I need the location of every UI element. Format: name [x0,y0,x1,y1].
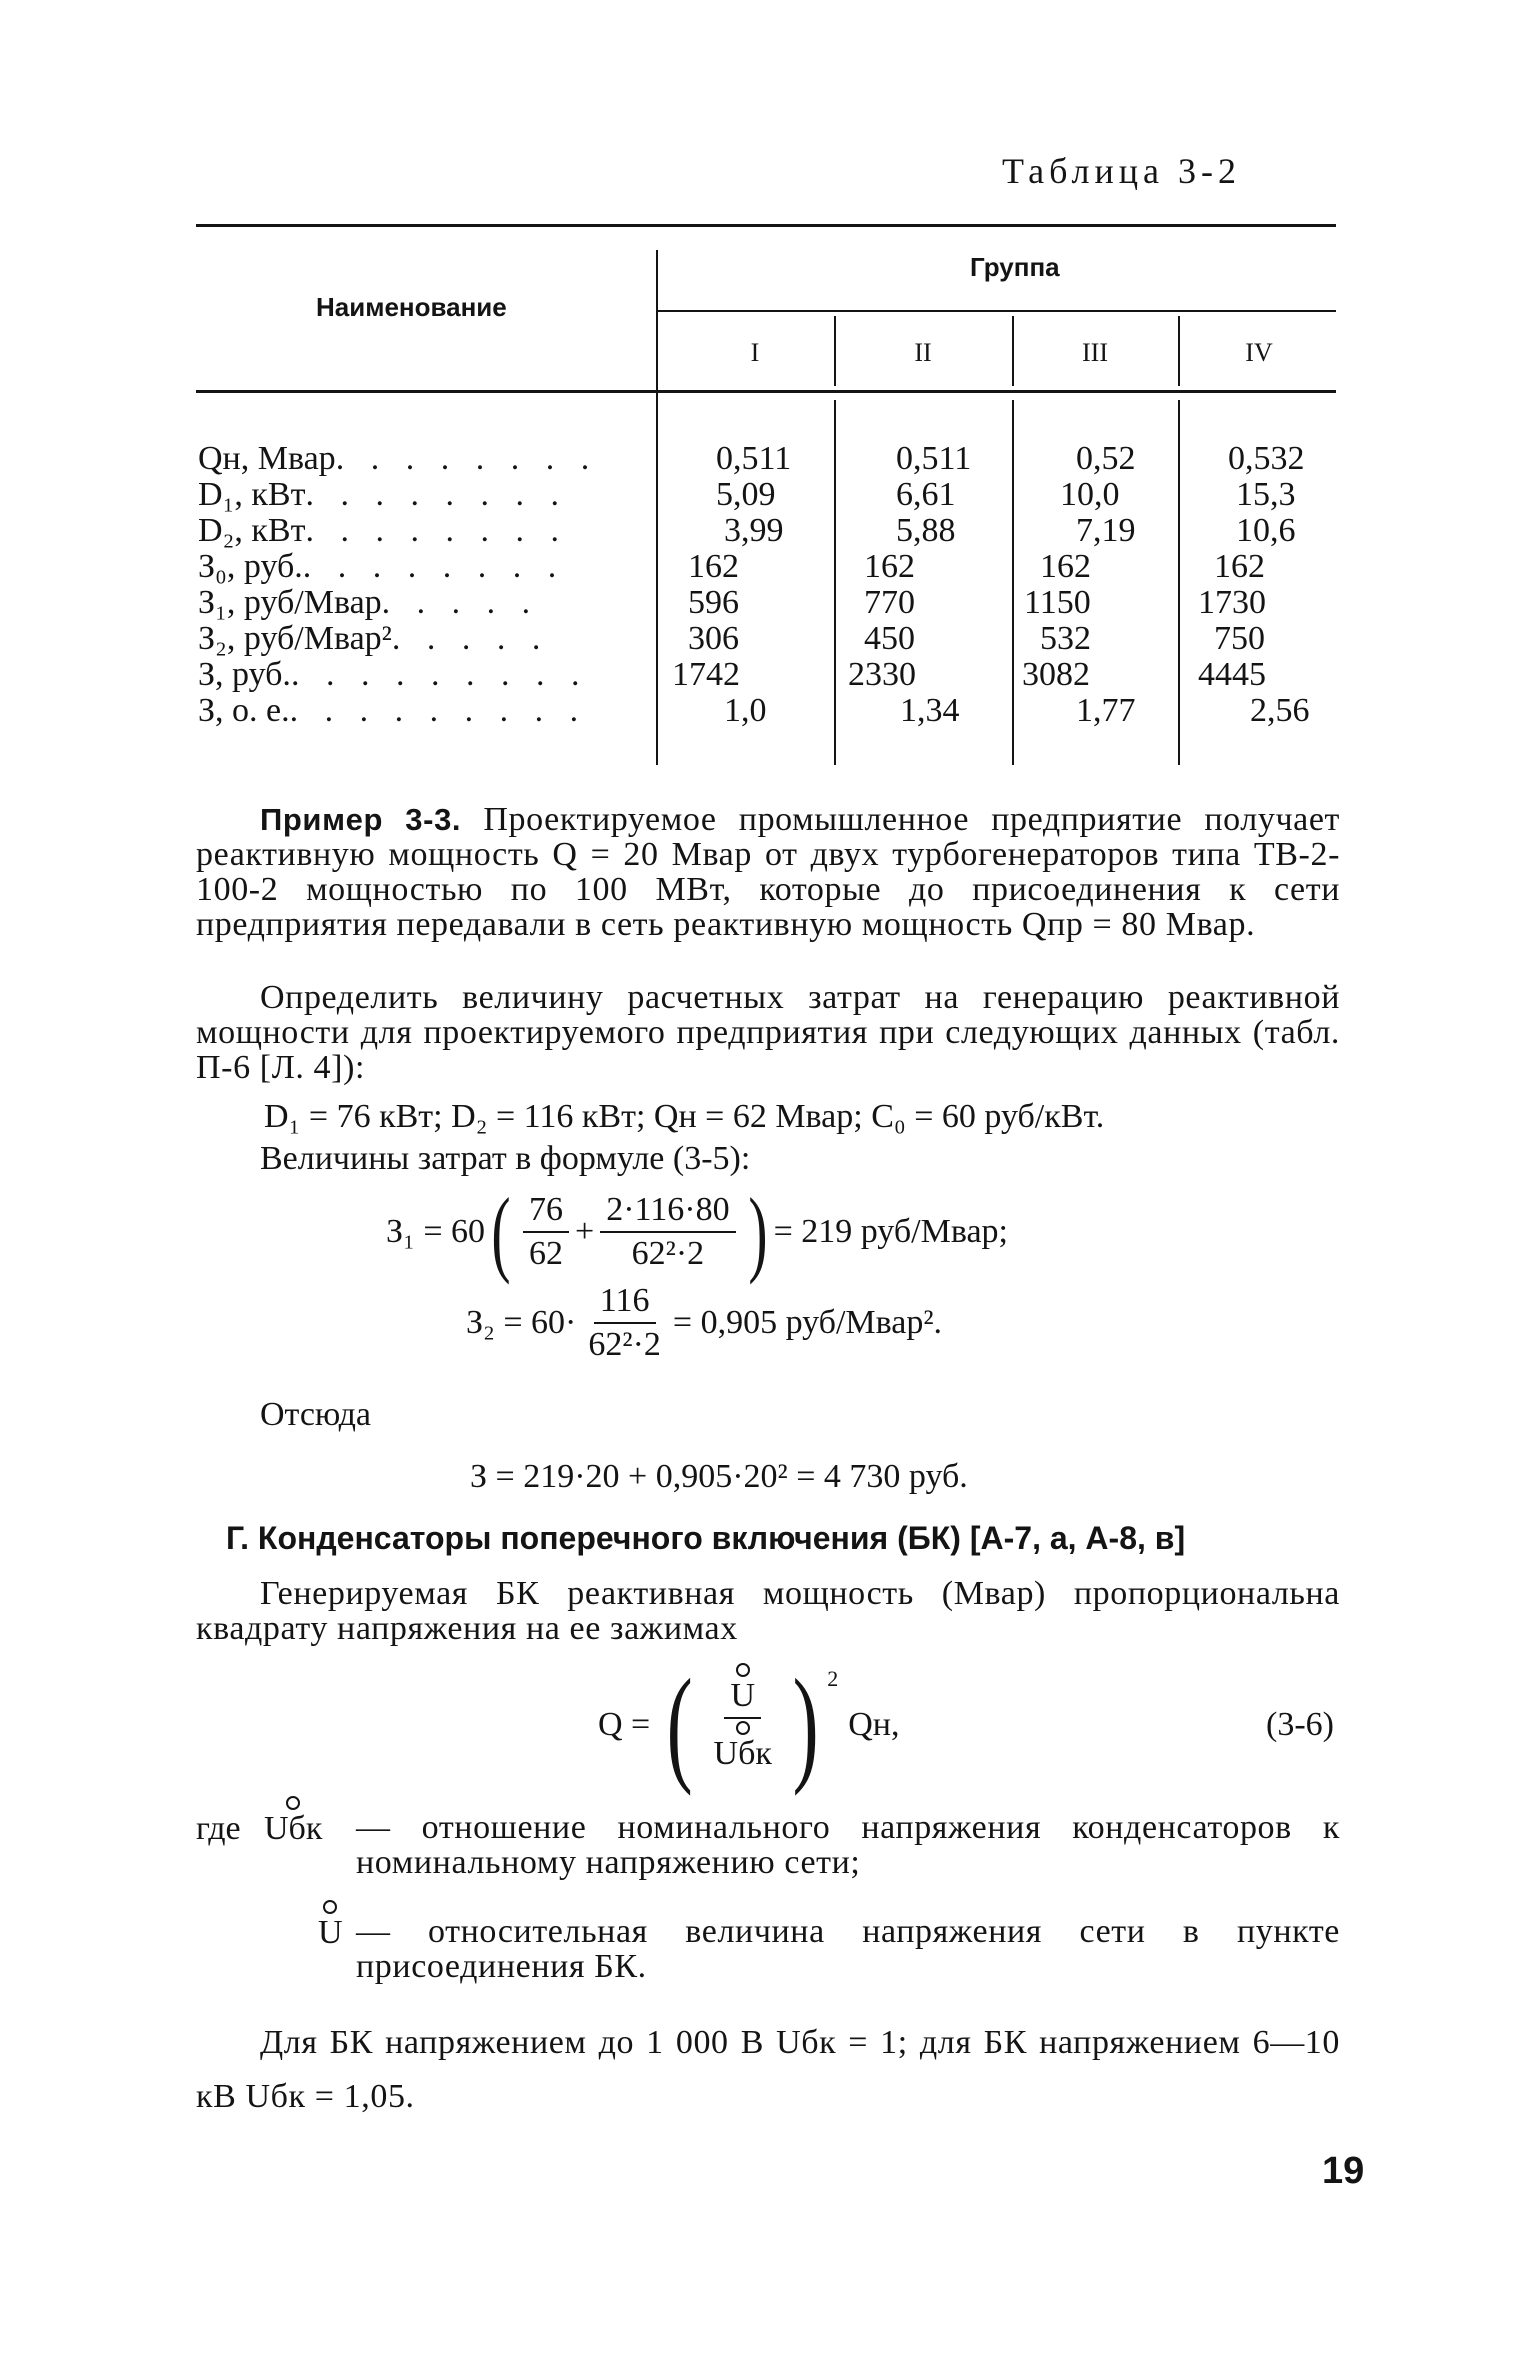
def1-symbol: Uбк [264,1810,323,1847]
formula-z1: З₁ = 60 ( $\frac{76}{62}$ + $\frac{2\cdot 116\cdot 80}{\text{62²·2}}$ ) = 219 руб/Мвар; [386,1178,1008,1285]
section-intro: Генерируемая БК реактивная мощность (Мвар) пропорциональна квадрату напряжения на ее зажимах [196,1575,1340,1647]
example-paragraph [196,802,1340,942]
row-label: З, о. е.. . . . . . . . . [198,692,588,729]
table-cell: 1150 [1024,584,1091,621]
table-cell: 1730 [1198,584,1266,621]
final-paragraph: Для БК напряжением до 1 000 В Uбк = 1; для БК напряжением 6—10 кВ Uбк = 1,05. [196,2024,1340,2115]
name-column-divider [656,250,658,765]
table-cell: 1,0 [724,692,767,729]
table-cell: 7,19 [1076,512,1136,549]
formula-number: (3-6) [1266,1706,1334,1743]
table-header-rule [196,390,1336,393]
group-col-1: I [750,338,760,367]
table-cell: 2330 [848,656,916,693]
formula-z2: З₂ = 60· $\frac{116}{\text{62²·2}}$ = 0,905 руб/Мвар². [466,1282,943,1363]
table-cell: 6,61 [896,476,956,513]
table-cell: 162 [688,548,739,585]
table-cell: 162 [864,548,915,585]
col-divider-1-body [834,400,836,765]
table-cell: 15,3 [1236,476,1296,513]
table-top-rule [196,224,1336,227]
table-cell: 162 [1040,548,1091,585]
row-label: З₀, руб.. . . . . . . . [198,548,566,585]
row-label: Qн, Мвар. . . . . . . . [198,440,599,477]
group-col-2: II [914,338,932,367]
table-cell: 10,0 [1060,476,1120,513]
example-heading: Пример 3-3. [260,802,462,837]
table-cell: 450 [864,620,915,657]
group-col-3: III [1082,338,1108,367]
table-cell: 1,77 [1076,692,1136,729]
def2-symbol: U [318,1914,343,1951]
def2-text: — относительная величина напряжения сети в пункте присоединения БК. [356,1913,1340,1985]
formula-3-6: Q = ( $\frac{U}{\text{Uбк}}$ ) $^2$ Qн, [598,1653,900,1797]
row-label: З₁, руб/Мвар. . . . . [198,584,540,621]
table-cell: 0,52 [1076,440,1136,477]
example-text: Проектируемое промышленное предприятие получает реактивную мощность Q = 20 Мвар от двух турбогенераторов типа ТВ-2-100-2 мощностью по 100 МВт, которые до присоединения к сети предприятия передавали в сеть реактивную мощность Qпр = 80 Мвар. [196,801,1341,943]
row-label: З₂, руб/Мвар². . . . . [198,620,550,657]
table-cell: 596 [688,584,739,621]
table-cell: 2,56 [1250,692,1310,729]
table-cell: 0,532 [1228,440,1305,477]
table-cell: 1742 [672,656,740,693]
table-cell: 162 [1214,548,1265,585]
table-cell: 532 [1040,620,1091,657]
table-cell: 4445 [1198,656,1266,693]
row-label: З, руб.. . . . . . . . . [198,656,589,693]
where-word: где [196,1810,241,1847]
total-formula: З = 219·20 + 0,905·20² = 4 730 руб. [470,1458,968,1495]
row-label: D₁, кВт. . . . . . . . [198,476,568,513]
name-column-header: Наименование [316,292,507,322]
table-cell: 5,09 [716,476,776,513]
hence-word: Отсюда [260,1396,371,1433]
table-cell: 5,88 [896,512,956,549]
page-number: 19 [1322,2150,1365,2192]
group-subheader-rule [658,310,1336,312]
group-header: Группа [970,252,1060,282]
def1-text: — отношение номинального напряжения конденсаторов к номинальному напряжению сети; [356,1809,1340,1881]
table-cell: 0,511 [716,440,792,477]
group-col-4: IV [1245,338,1273,367]
table-cell: 3,99 [724,512,784,549]
table-cell: 3082 [1022,656,1090,693]
table-cell: 750 [1214,620,1265,657]
table-cell: 10,6 [1236,512,1296,549]
col-divider-2 [1012,316,1014,386]
row-label: D₂, кВт. . . . . . . . [198,512,568,549]
task-paragraph: Определить величину расчетных затрат на генерацию реактивной мощности для проектируемого предприятия при следующих данных (табл. П-6 [Л. 4]): [196,979,1340,1086]
col-divider-1 [834,316,836,386]
costs-intro: Величины затрат в формуле (3-5): [260,1140,751,1177]
col-divider-3 [1178,316,1180,386]
section-heading: Г. Конденсаторы поперечного включения (БК) [А-7, а, А-8, в] [226,1520,1186,1556]
table-cell: 1,34 [900,692,960,729]
given-data: D₁ = 76 кВт; D₂ = 116 кВт; Qн = 62 Мвар; C₀ = 60 руб/кВт. [264,1098,1105,1135]
col-divider-2-body [1012,400,1014,765]
table-caption: Таблица 3-2 [1002,151,1241,191]
table-cell: 770 [864,584,915,621]
table-cell: 306 [688,620,739,657]
col-divider-3-body [1178,400,1180,765]
table-cell: 0,511 [896,440,972,477]
